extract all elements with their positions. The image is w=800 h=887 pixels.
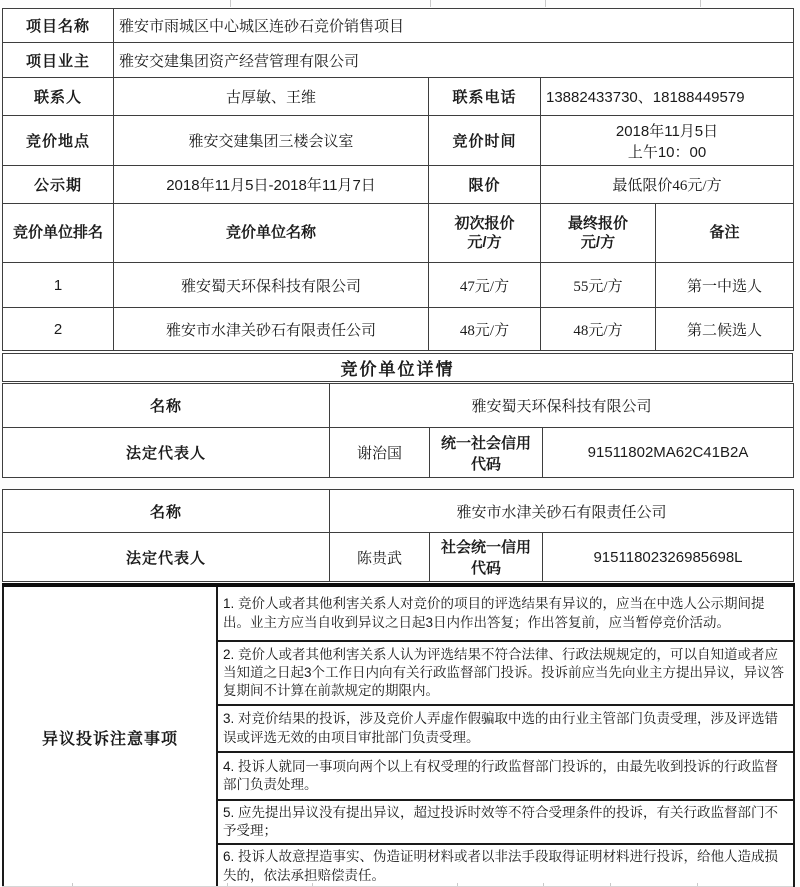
auction-place-value: 雅安交建集团三楼会议室 — [114, 116, 429, 166]
price-limit-label: 限价 — [429, 166, 541, 204]
legal-rep-label: 法定代表人 — [3, 533, 330, 582]
gridline-tick — [430, 0, 431, 7]
notice-item-4: 4. 投诉人就同一事项向两个以上有权受理的行政监督部门投诉的，由最先收到投诉的行政监督部门负责处理。 — [217, 752, 794, 800]
credit-code-label: 社会统一信用代码 — [430, 533, 543, 582]
col-header-name: 竞价单位名称 — [114, 204, 429, 263]
contact-phone-label: 联系电话 — [429, 78, 541, 116]
table-row — [3, 354, 793, 382]
credit-code-value: 91511802326985698L — [543, 533, 794, 582]
col-header-rank: 竞价单位排名 — [3, 204, 114, 263]
bid-table-header-row — [3, 204, 794, 263]
detail-company-name: 雅安市水津关砂石有限责任公司 — [330, 490, 794, 533]
project-owner-value: 雅安交建集团资产经营管理有限公司 — [114, 43, 794, 78]
legal-rep-name: 陈贵武 — [330, 533, 430, 582]
notice-item-3: 3. 对竞价结果的投诉，涉及竞价人弄虚作假骗取中选的由行业主管部门负责受理，涉及评选错误或评选无效的由项目审批部门负责受理。 — [217, 705, 794, 752]
auction-place-label: 竞价地点 — [3, 116, 114, 166]
bidder-detail-block-1 — [2, 383, 794, 478]
contact-person-value: 古厚敏、王维 — [114, 78, 429, 116]
bidder-final-price: 55元/方 — [541, 263, 656, 308]
detail-name-label: 名称 — [3, 384, 330, 428]
legal-rep-name: 谢治国 — [330, 428, 430, 478]
notice-row — [3, 585, 794, 641]
bidder-detail-block-2 — [2, 489, 794, 582]
table-row — [3, 428, 794, 478]
table-row — [3, 384, 794, 428]
bidder-remark: 第一中选人 — [656, 263, 794, 308]
bidder-first-price: 47元/方 — [429, 263, 541, 308]
bidder-first-price: 48元/方 — [429, 308, 541, 351]
col-header-remark: 备注 — [656, 204, 794, 263]
details-title-table — [2, 353, 793, 382]
auction-time-hour: 上午10：00 — [627, 143, 707, 161]
table-row — [3, 116, 794, 166]
auction-time-label: 竞价时间 — [429, 116, 541, 166]
table-row — [3, 166, 794, 204]
col-header-final-price-line2: 元/方 — [580, 234, 616, 251]
notice-item-2: 2. 竞价人或者其他利害关系人认为评选结果不符合法律、行政法规规定的，可以自知道或者应当知道之日起3个工作日内向有关行政监督部门投诉。投诉前应当先向业主方提出异议，异议答复期间不计算在前款规定的期限内。 — [217, 641, 794, 705]
bidder-row — [3, 308, 794, 351]
notice-item-5: 5. 应先提出异议没有提出异议，超过投诉时效等不符合受理条件的投诉，有关行政监督部门不予受理； — [217, 800, 794, 844]
publicity-period-label: 公示期 — [3, 166, 114, 204]
objection-notice-label: 异议投诉注意事项 — [3, 585, 217, 887]
legal-rep-label: 法定代表人 — [3, 428, 330, 478]
gridline-tick — [545, 0, 546, 7]
table-row — [3, 533, 794, 582]
detail-company-name: 雅安蜀天环保科技有限公司 — [330, 384, 794, 428]
notice-item-6: 6. 投诉人故意捏造事实、伪造证明材料或者以非法手段取得证明材料进行投诉，给他人造成损失的，依法承担赔偿责任。 — [217, 844, 794, 887]
auction-time-date: 2018年11月5日 — [615, 122, 719, 140]
publicity-period-value: 2018年11月5日-2018年11月7日 — [114, 166, 429, 204]
bidder-row — [3, 263, 794, 308]
gridline-tick — [230, 0, 231, 7]
gridline-tick — [700, 0, 701, 7]
col-header-first-price — [429, 204, 541, 263]
credit-code-label: 统一社会信用代码 — [430, 428, 543, 478]
table-row — [3, 43, 794, 78]
table-row — [3, 490, 794, 533]
col-header-final-price — [541, 204, 656, 263]
contact-person-label: 联系人 — [3, 78, 114, 116]
objection-notice-table — [2, 583, 795, 887]
col-header-first-price-line1: 初次报价 — [454, 214, 515, 232]
project-name-label: 项目名称 — [3, 9, 114, 43]
bidder-rank: 2 — [3, 308, 114, 351]
auction-time-value — [541, 116, 794, 166]
bidder-name: 雅安市水津关砂石有限责任公司 — [114, 308, 429, 351]
bidder-rank: 1 — [3, 263, 114, 308]
project-owner-label: 项目业主 — [3, 43, 114, 78]
table-row — [3, 9, 794, 43]
detail-name-label: 名称 — [3, 490, 330, 533]
bidder-remark: 第二候选人 — [656, 308, 794, 351]
bidder-name: 雅安蜀天环保科技有限公司 — [114, 263, 429, 308]
bidder-final-price: 48元/方 — [541, 308, 656, 351]
col-header-first-price-line2: 元/方 — [467, 234, 502, 251]
credit-code-value: 91511802MA62C41B2A — [543, 428, 794, 478]
price-limit-value: 最低限价46元/方 — [541, 166, 794, 204]
col-header-final-price-line1: 最终报价 — [567, 214, 628, 232]
details-section-title: 竞价单位详情 — [3, 354, 793, 382]
project-info-table — [2, 8, 794, 351]
table-row — [3, 78, 794, 116]
contact-phone-value: 13882433730、18188449579 — [541, 78, 794, 116]
notice-item-1: 1. 竞价人或者其他利害关系人对竞价的项目的评选结果有异议的，应当在中选人公示期间提出。业主方应当自收到异议之日起3日内作出答复；作出答复前，应当暂停竞价活动。 — [217, 585, 794, 641]
project-name-value: 雅安市雨城区中心城区连砂石竞价销售项目 — [114, 9, 794, 43]
